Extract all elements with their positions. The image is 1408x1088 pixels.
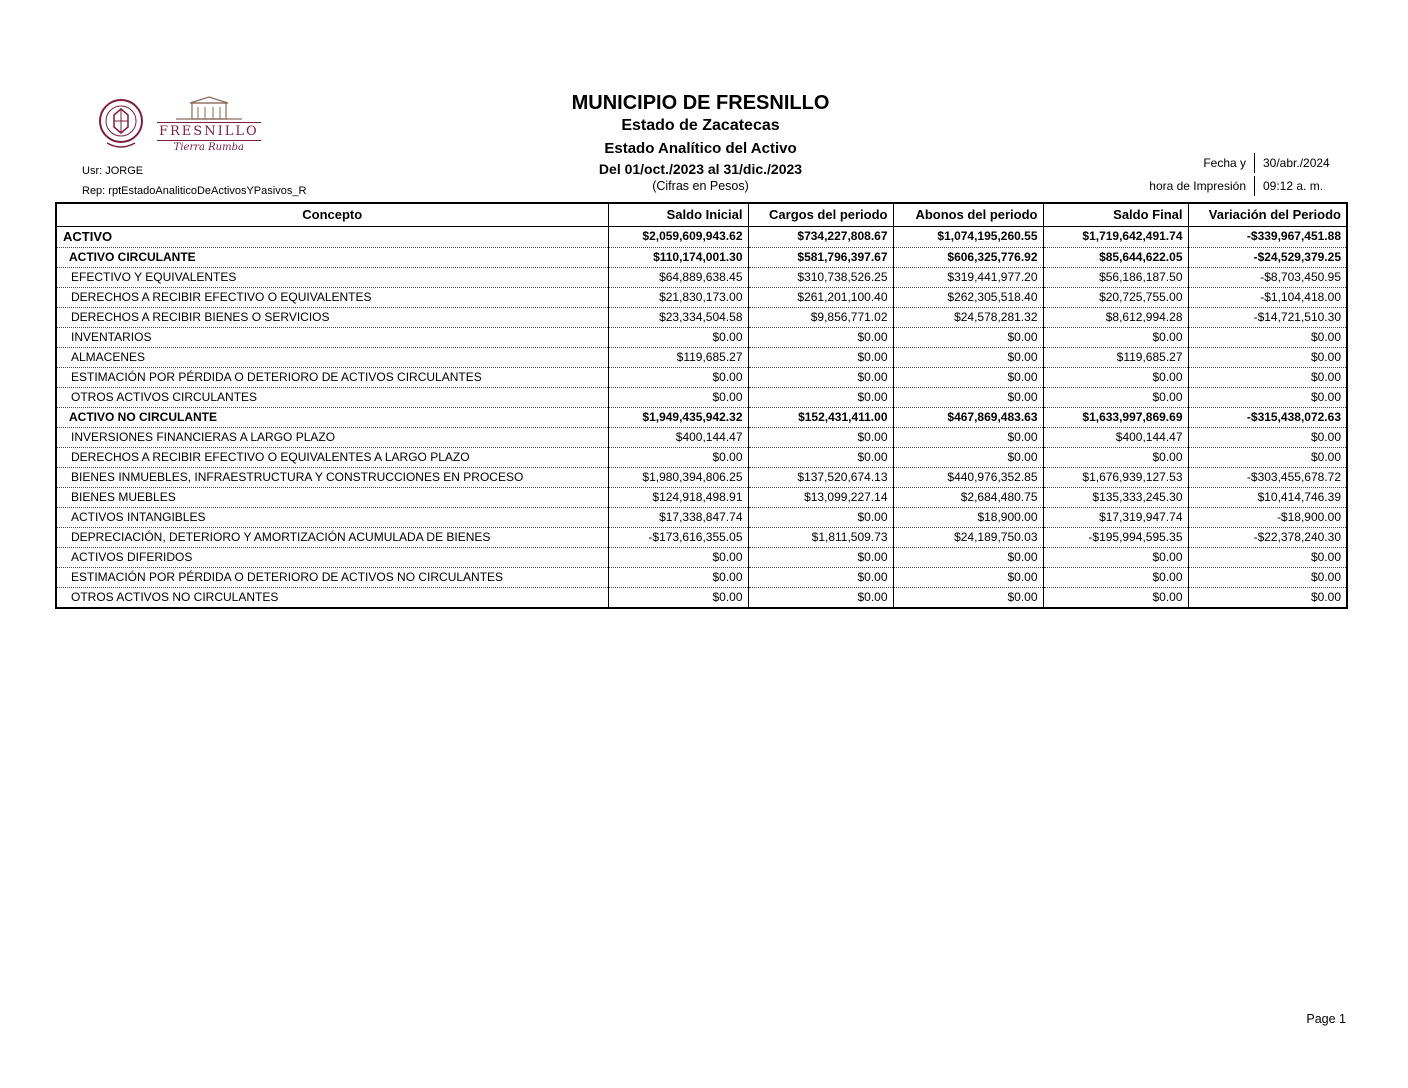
- row-value: $0.00: [748, 427, 893, 447]
- row-value: $1,980,394,806.25: [608, 467, 748, 487]
- column-header-abonos: Abonos del periodo: [893, 203, 1043, 226]
- row-value: $152,431,411.00: [748, 407, 893, 427]
- row-value: $0.00: [1043, 387, 1188, 407]
- row-value: $0.00: [893, 547, 1043, 567]
- print-date-label: Fecha y: [1203, 156, 1246, 170]
- row-value: $1,676,939,127.53: [1043, 467, 1188, 487]
- row-concept: BIENES MUEBLES: [56, 487, 608, 507]
- row-value: $0.00: [748, 567, 893, 587]
- row-value: $440,976,352.85: [893, 467, 1043, 487]
- logo-name: FRESNILLO: [159, 124, 259, 139]
- row-value: $0.00: [748, 347, 893, 367]
- row-value: $2,684,480.75: [893, 487, 1043, 507]
- row-value: $0.00: [893, 447, 1043, 467]
- print-date-value: 30/abr./2024: [1254, 153, 1346, 173]
- row-value: -$24,529,379.25: [1188, 247, 1347, 267]
- row-value: $0.00: [1188, 567, 1347, 587]
- print-date-row: [1149, 153, 1346, 173]
- row-value: $0.00: [748, 327, 893, 347]
- row-value: -$1,104,418.00: [1188, 287, 1347, 307]
- row-value: -$8,703,450.95: [1188, 267, 1347, 287]
- row-value: -$18,900.00: [1188, 507, 1347, 527]
- row-value: $0.00: [1043, 567, 1188, 587]
- row-concept: OTROS ACTIVOS NO CIRCULANTES: [56, 587, 608, 608]
- row-value: $24,578,281.32: [893, 307, 1043, 327]
- row-value: $734,227,808.67: [748, 226, 893, 247]
- row-value: $0.00: [1043, 447, 1188, 467]
- report-title: MUNICIPIO DE FRESNILLO: [571, 92, 830, 114]
- row-value: $0.00: [1188, 347, 1347, 367]
- meta-left: [82, 165, 306, 205]
- table-row: [56, 507, 1347, 527]
- table-row: [56, 407, 1347, 427]
- row-value: $85,644,622.05: [1043, 247, 1188, 267]
- row-value: -$339,967,451.88: [1188, 226, 1347, 247]
- row-concept: ACTIVOS DIFERIDOS: [56, 547, 608, 567]
- row-value: $0.00: [608, 327, 748, 347]
- row-value: $0.00: [608, 367, 748, 387]
- row-value: $467,869,483.63: [893, 407, 1043, 427]
- row-value: $0.00: [1043, 547, 1188, 567]
- row-value: $0.00: [893, 347, 1043, 367]
- row-concept: INVENTARIOS: [56, 327, 608, 347]
- user-label: Usr: JORGE: [82, 165, 144, 177]
- column-header-cargos: Cargos del periodo: [748, 203, 893, 226]
- row-value: $119,685.27: [1043, 347, 1188, 367]
- row-value: $0.00: [608, 447, 748, 467]
- row-value: $0.00: [893, 367, 1043, 387]
- row-value: $0.00: [1188, 447, 1347, 467]
- row-value: $0.00: [893, 587, 1043, 608]
- table-row: [56, 587, 1347, 608]
- row-value: $1,719,642,491.74: [1043, 226, 1188, 247]
- row-value: $9,856,771.02: [748, 307, 893, 327]
- row-value: $0.00: [608, 547, 748, 567]
- row-value: $261,201,100.40: [748, 287, 893, 307]
- meta-right: [1149, 153, 1346, 199]
- row-value: $310,738,526.25: [748, 267, 893, 287]
- row-value: $0.00: [748, 547, 893, 567]
- row-value: $24,189,750.03: [893, 527, 1043, 547]
- table-row: [56, 527, 1347, 547]
- table-row: [56, 547, 1347, 567]
- row-value: $0.00: [1188, 367, 1347, 387]
- row-value: $0.00: [893, 327, 1043, 347]
- row-value: $581,796,397.67: [748, 247, 893, 267]
- table-row: [56, 347, 1347, 367]
- row-value: $0.00: [1188, 547, 1347, 567]
- table-row: [56, 467, 1347, 487]
- table-row: [56, 287, 1347, 307]
- report-units: (Cifras en Pesos): [652, 179, 749, 193]
- row-value: $0.00: [748, 387, 893, 407]
- row-value: $119,685.27: [608, 347, 748, 367]
- table-row: [56, 567, 1347, 587]
- row-value: $0.00: [748, 447, 893, 467]
- table-row: [56, 427, 1347, 447]
- row-concept: ALMACENES: [56, 347, 608, 367]
- row-concept: ACTIVOS INTANGIBLES: [56, 507, 608, 527]
- row-concept: INVERSIONES FINANCIERAS A LARGO PLAZO: [56, 427, 608, 447]
- table-row: [56, 267, 1347, 287]
- table-row: [56, 367, 1347, 387]
- table-row: [56, 226, 1347, 247]
- row-value: -$195,994,595.35: [1043, 527, 1188, 547]
- print-time-value: 09:12 a. m.: [1254, 176, 1346, 196]
- row-concept: ACTIVO NO CIRCULANTE: [56, 407, 608, 427]
- row-value: $0.00: [1043, 327, 1188, 347]
- row-value: $8,612,994.28: [1043, 307, 1188, 327]
- row-value: $0.00: [893, 567, 1043, 587]
- row-value: $319,441,977.20: [893, 267, 1043, 287]
- table-row: [56, 327, 1347, 347]
- row-concept: EFECTIVO Y EQUIVALENTES: [56, 267, 608, 287]
- row-value: $0.00: [1043, 587, 1188, 608]
- table-row: [56, 247, 1347, 267]
- row-concept: ESTIMACIÓN POR PÉRDIDA O DETERIORO DE ACTIVOS CIRCULANTES: [56, 367, 608, 387]
- row-concept: ACTIVO CIRCULANTE: [56, 247, 608, 267]
- row-value: $135,333,245.30: [1043, 487, 1188, 507]
- row-value: $0.00: [748, 587, 893, 608]
- table-row: [56, 487, 1347, 507]
- row-value: $1,811,509.73: [748, 527, 893, 547]
- row-value: $137,520,674.13: [748, 467, 893, 487]
- row-value: $64,889,638.45: [608, 267, 748, 287]
- row-value: $0.00: [893, 427, 1043, 447]
- row-concept: DEPRECIACIÓN, DETERIORO Y AMORTIZACIÓN ACUMULADA DE BIENES: [56, 527, 608, 547]
- row-value: -$22,378,240.30: [1188, 527, 1347, 547]
- report-state: Estado de Zacatecas: [621, 117, 780, 134]
- report-period: Del 01/oct./2023 al 31/dic./2023: [598, 161, 803, 177]
- print-time-label: hora de Impresión: [1149, 179, 1246, 193]
- asset-report-table: [55, 202, 1348, 609]
- column-header-concepto: Concepto: [56, 203, 608, 226]
- logo-tagline: Tierra Rumba: [173, 142, 244, 153]
- row-value: -$14,721,510.30: [1188, 307, 1347, 327]
- row-value: $1,633,997,869.69: [1043, 407, 1188, 427]
- row-value: $18,900.00: [893, 507, 1043, 527]
- row-value: $262,305,518.40: [893, 287, 1043, 307]
- row-concept: OTROS ACTIVOS CIRCULANTES: [56, 387, 608, 407]
- row-value: $0.00: [893, 387, 1043, 407]
- row-value: $0.00: [748, 507, 893, 527]
- row-value: $606,325,776.92: [893, 247, 1043, 267]
- row-concept: DERECHOS A RECIBIR BIENES O SERVICIOS: [56, 307, 608, 327]
- row-value: $17,338,847.74: [608, 507, 748, 527]
- row-value: $110,174,001.30: [608, 247, 748, 267]
- row-value: $1,949,435,942.32: [608, 407, 748, 427]
- column-header-saldo-final: Saldo Final: [1043, 203, 1188, 226]
- page-number: Page 1: [1306, 1012, 1346, 1026]
- report-id-label: Rep: rptEstadoAnaliticoDeActivosYPasivos_R: [82, 185, 307, 197]
- row-value: $124,918,498.91: [608, 487, 748, 507]
- row-value: $0.00: [608, 567, 748, 587]
- row-value: $0.00: [1043, 367, 1188, 387]
- row-value: $0.00: [1188, 387, 1347, 407]
- row-value: $56,186,187.50: [1043, 267, 1188, 287]
- row-value: $0.00: [748, 367, 893, 387]
- row-value: $21,830,173.00: [608, 287, 748, 307]
- row-value: -$173,616,355.05: [608, 527, 748, 547]
- row-value: $0.00: [608, 587, 748, 608]
- row-value: $13,099,227.14: [748, 487, 893, 507]
- row-value: -$315,438,072.63: [1188, 407, 1347, 427]
- table-row: [56, 307, 1347, 327]
- report-name: Estado Analítico del Activo: [604, 140, 797, 157]
- row-value: $0.00: [1188, 327, 1347, 347]
- row-value: $2,059,609,943.62: [608, 226, 748, 247]
- row-value: $400,144.47: [608, 427, 748, 447]
- row-value: $20,725,755.00: [1043, 287, 1188, 307]
- row-concept: DERECHOS A RECIBIR EFECTIVO O EQUIVALENTES A LARGO PLAZO: [56, 447, 608, 467]
- table-header-row: [56, 203, 1347, 226]
- row-value: $10,414,746.39: [1188, 487, 1347, 507]
- table-row: [56, 387, 1347, 407]
- row-value: $1,074,195,260.55: [893, 226, 1043, 247]
- row-value: -$303,455,678.72: [1188, 467, 1347, 487]
- row-concept: ACTIVO: [56, 226, 608, 247]
- row-value: $0.00: [608, 387, 748, 407]
- column-header-saldo-inicial: Saldo Inicial: [608, 203, 748, 226]
- row-value: $0.00: [1188, 427, 1347, 447]
- row-value: $0.00: [1188, 587, 1347, 608]
- row-concept: DERECHOS A RECIBIR EFECTIVO O EQUIVALENTES: [56, 287, 608, 307]
- row-concept: BIENES INMUEBLES, INFRAESTRUCTURA Y CONSTRUCCIONES EN PROCESO: [56, 467, 608, 487]
- row-value: $23,334,504.58: [608, 307, 748, 327]
- row-value: $17,319,947.74: [1043, 507, 1188, 527]
- print-time-row: [1149, 176, 1346, 196]
- table-body: [56, 226, 1347, 608]
- row-value: $400,144.47: [1043, 427, 1188, 447]
- row-concept: ESTIMACIÓN POR PÉRDIDA O DETERIORO DE ACTIVOS NO CIRCULANTES: [56, 567, 608, 587]
- table-row: [56, 447, 1347, 467]
- column-header-variacion: Variación del Periodo: [1188, 203, 1347, 226]
